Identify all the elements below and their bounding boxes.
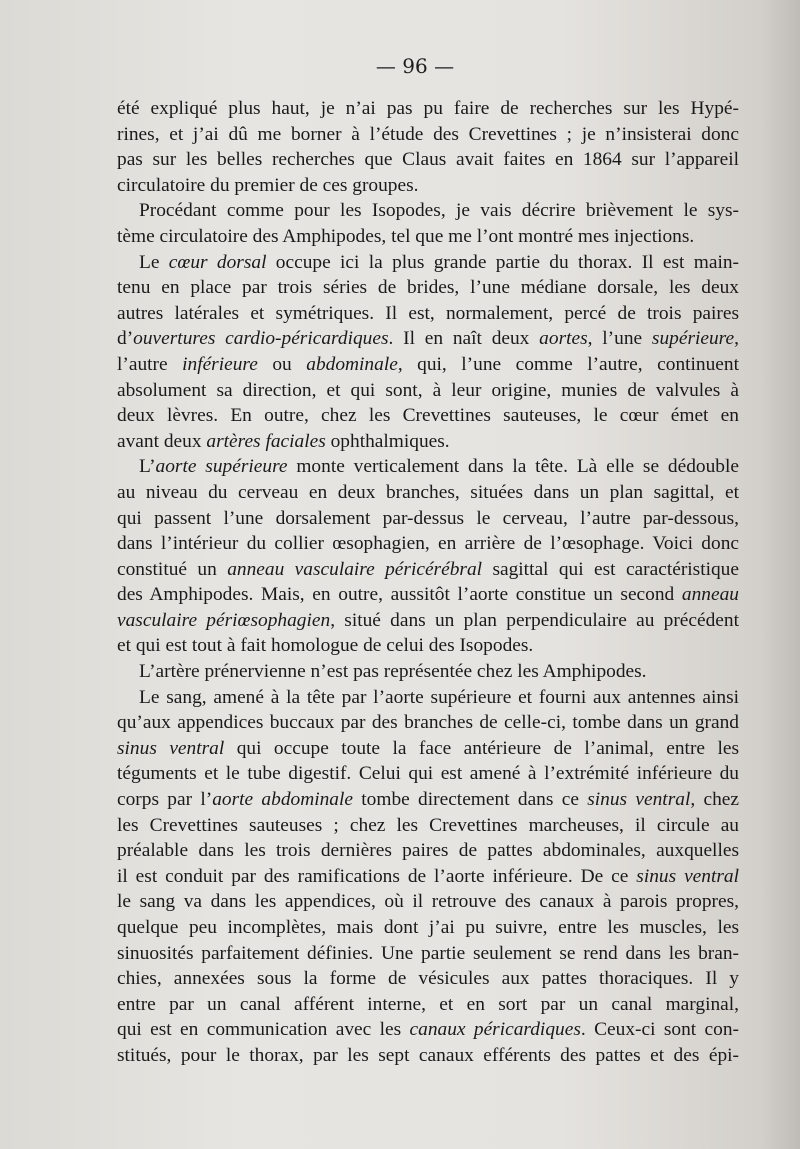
text-segment: ophthalmiques. — [325, 430, 450, 452]
text-segment: au niveau du cerveau en deux branches, situées dans un plan sagittal, et — [117, 481, 739, 503]
text-segment: constitué un — [117, 558, 228, 580]
text-segment: , qui, l’une comme l’autre, continuent — [397, 353, 739, 375]
text-line — [117, 224, 739, 250]
text-line — [117, 659, 739, 685]
italic-term: cœur dorsal — [168, 251, 267, 273]
text-segment: qu’aux appendices buccaux par des branches de celle-ci, tombe dans un grand — [117, 712, 739, 734]
text-segment: tème circulatoire des Amphipodes, tel que me l’ont montré mes injections. — [117, 225, 695, 247]
text-segment: le sang va dans les appendices, où il retrouve des canaux à parois propres, — [117, 891, 739, 913]
text-line — [117, 352, 739, 378]
text-line — [117, 326, 739, 352]
text-segment: Procédant comme pour les Isopodes, je vais décrire brièvement le sys- — [139, 200, 739, 222]
text-segment: des Amphipodes. Mais, en outre, aussitôt l’aorte constitue un second — [117, 584, 682, 606]
text-line — [117, 147, 739, 173]
text-line — [117, 1017, 739, 1043]
text-line — [117, 173, 739, 199]
text-segment: téguments et le tube digestif. Celui qui est amené à l’extrémité inférieure du — [117, 763, 739, 785]
text-segment: d’ — [117, 328, 134, 350]
text-line — [117, 557, 739, 583]
text-line — [117, 633, 739, 659]
text-line — [117, 864, 739, 890]
text-line — [117, 685, 739, 711]
text-segment: qui passent l’une dorsalement par-dessus le cerveau, l’autre par-dessous, — [117, 507, 739, 529]
text-line — [117, 941, 739, 967]
text-line — [117, 915, 739, 941]
text-segment: les Crevettines sauteuses ; chez les Crevettines marcheuses, il circule au — [117, 814, 739, 836]
italic-term: canaux péricardiques — [409, 1019, 581, 1041]
text-segment: monte verticalement dans la tête. Là elle se dédouble — [287, 456, 739, 478]
italic-term: aortes — [539, 328, 588, 350]
text-line — [117, 608, 739, 634]
text-line — [117, 301, 739, 327]
italic-term: supérieure — [651, 328, 735, 350]
text-line — [117, 582, 739, 608]
text-line — [117, 838, 739, 864]
text-segment: entre par un canal afférent interne, et en sort par un canal marginal, — [117, 993, 739, 1015]
text-line — [117, 736, 739, 762]
text-line — [117, 96, 739, 122]
text-segment: stitués, pour le thorax, par les sept canaux efférents des pattes et des épi- — [117, 1044, 739, 1066]
text-line — [117, 710, 739, 736]
text-segment: préalable dans les trois dernières paires de pattes abdominales, auxquelles — [117, 840, 739, 862]
text-line — [117, 787, 739, 813]
text-segment: absolument sa direction, et qui sont, à leur origine, munies de valvules à — [117, 379, 739, 401]
text-line — [117, 480, 739, 506]
text-segment: . Ceux-ci sont con- — [580, 1019, 739, 1041]
italic-term: sinus ventral — [587, 789, 691, 811]
text-segment: sagittal qui est caractéristique — [482, 558, 739, 580]
text-segment: tombe directement dans ce — [353, 789, 588, 811]
text-segment: occupe ici la plus grande partie du thorax. Il est main- — [266, 251, 739, 273]
text-segment: tenu en place par trois séries de brides, l’une médiane dorsale, les deux — [117, 277, 739, 299]
italic-term: aorte abdominale — [212, 789, 353, 811]
text-segment: , l’une — [587, 328, 652, 350]
text-line — [117, 429, 739, 455]
text-segment: Le sang, amené à la tête par l’aorte supérieure et fourni aux antennes ainsi — [139, 686, 739, 708]
text-segment: rines, et j’ai dû me borner à l’étude des Crevettines ; je n’insisterai donc — [117, 123, 739, 145]
text-segment: . Il en naît deux — [388, 328, 540, 350]
text-line — [117, 966, 739, 992]
text-line — [117, 198, 739, 224]
text-segment: été expliqué plus haut, je n’ai pas pu faire de recherches sur les Hypé- — [117, 98, 739, 119]
text-segment: circulatoire du premier de ces groupes. — [117, 174, 419, 196]
text-line — [117, 275, 739, 301]
text-line — [117, 122, 739, 148]
text-segment: qui est en communication avec les — [117, 1019, 410, 1041]
italic-term: sinus ventral — [636, 865, 739, 887]
text-segment: L’ — [139, 456, 156, 478]
italic-term: vasculaire périœsophagien — [117, 609, 331, 631]
text-line — [117, 761, 739, 787]
text-line — [117, 889, 739, 915]
text-segment: dans l’intérieur du collier œsophagien, en arrière de l’œsophage. Voici donc — [117, 533, 739, 555]
text-segment: qui occupe toute la face antérieure de l’animal, entre les — [224, 737, 739, 759]
text-line — [117, 250, 739, 276]
text-line — [117, 813, 739, 839]
text-segment: pas sur les belles recherches que Claus avait faites en 1864 sur l’appareil — [117, 149, 739, 171]
text-segment: corps par l’ — [117, 789, 213, 811]
italic-term: aorte supérieure — [155, 456, 288, 478]
italic-term: anneau vasculaire péricérébral — [227, 558, 483, 580]
text-line — [117, 403, 739, 429]
text-segment: avant deux — [117, 430, 207, 452]
body-text — [117, 96, 739, 1069]
italic-term: abdominale — [306, 353, 398, 375]
italic-term: artères faciales — [206, 430, 326, 452]
page-edge-shadow — [760, 0, 800, 1149]
italic-term: anneau — [681, 584, 739, 606]
text-segment: et qui est tout à fait homologue de celui des Isopodes. — [117, 635, 534, 657]
text-segment: sinuosités parfaitement définies. Une partie seulement se rend dans les bran- — [117, 942, 739, 964]
text-segment: autres latérales et symétriques. Il est, normalement, percé de trois paires — [117, 302, 739, 324]
text-segment: , — [734, 328, 739, 350]
text-segment: l’autre — [117, 353, 183, 375]
text-line — [117, 1043, 739, 1069]
text-segment: Le — [139, 251, 169, 273]
text-segment: , chez — [690, 789, 739, 811]
italic-term: inférieure — [182, 353, 258, 375]
text-line — [117, 506, 739, 532]
text-segment: ou — [257, 353, 307, 375]
italic-term: sinus ventral — [117, 737, 225, 759]
text-line — [117, 454, 739, 480]
text-line — [117, 378, 739, 404]
page-number: — 96 — — [375, 54, 455, 78]
text-segment: , situé dans un plan perpendiculaire au précédent — [330, 609, 739, 631]
text-segment: deux lèvres. En outre, chez les Crevettines sauteuses, le cœur émet en — [117, 405, 739, 427]
italic-term: ouvertures cardio-péricardiques — [133, 328, 389, 350]
text-segment: il est conduit par des ramifications de l’aorte inférieure. De ce — [117, 865, 637, 887]
text-segment: quelque peu incomplètes, mais dont j’ai pu suivre, entre les muscles, les — [117, 917, 739, 938]
text-segment: chies, annexées sous la forme de vésicules aux pattes thoraciques. Il y — [117, 968, 739, 990]
text-line — [117, 992, 739, 1018]
text-line — [117, 531, 739, 557]
text-segment: L’artère prénervienne n’est pas représentée chez les Amphipodes. — [139, 661, 647, 683]
